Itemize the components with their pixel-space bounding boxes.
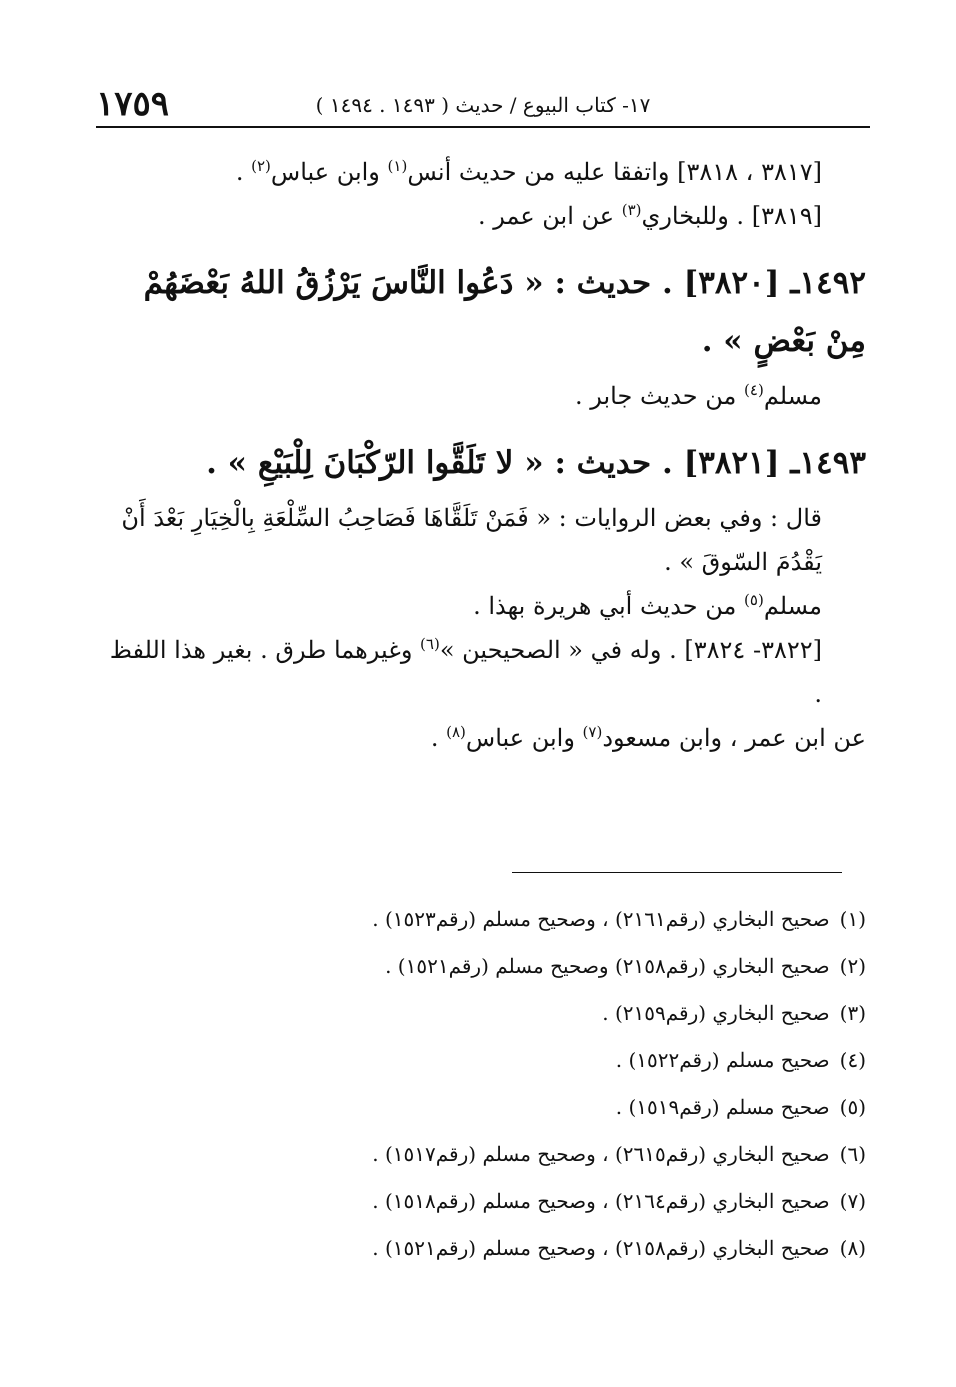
main-text: [96, 150, 866, 760]
footnote-divider: [512, 872, 842, 873]
footnote-ref-6[interactable]: (٦): [420, 635, 440, 653]
footnote-number: (٤): [839, 1048, 866, 1072]
footnote: [96, 1178, 866, 1225]
footnote-number: (٨): [839, 1236, 866, 1260]
footnote: [96, 896, 866, 943]
paragraph-riwayat: قال : وفي بعض الروايات : « فَمَنْ تَلَقَّاهَا فَصَاحِبُ السِّلْعَةِ بِالْخِيَارِ بَعْدَ أَنْ يَقْدُمَ السّوقَ » .: [121, 504, 822, 576]
footnote: [96, 1037, 866, 1084]
footnote: [96, 943, 866, 990]
footnote-ref-2[interactable]: (٢): [251, 157, 271, 175]
footnote: [96, 1225, 866, 1272]
footnote-number: (٥): [839, 1095, 866, 1119]
paragraph-muslim-abu-hurayra: مسلم$^{(٥)}$ من حديث أبي هريرة بهذا .: [473, 591, 822, 620]
footnote-text: صحيح البخاري (رقم٢١٥٩) .: [602, 1001, 830, 1025]
footnote-ref-3[interactable]: (٣): [621, 201, 642, 219]
hadith-heading-1493: ١٤٩٣ـ [٣٨٢١] . حديث : « لا تَلَقَّوا الرّكْبَانَ لِلْبَيْعِ » .: [206, 445, 866, 481]
paragraph-3819: [٣٨١٩] . وللبخاري$^{(٣)}$ عن ابن عمر .: [477, 201, 822, 230]
page-header: [96, 84, 870, 128]
paragraph-3822: [٣٨٢٢- ٣٨٢٤] . وله في « الصحيحين »$^{(٦)}$ وغيرهما طرق . بغير هذا اللفظ .: [109, 635, 822, 708]
paragraph-3817: [٣٨١٧ ، ٣٨١٨] واتفقا عليه من حديث أنس$^{(١)}$ وابن عباس$^{(٢)}$ .: [235, 157, 822, 186]
footnotes: [96, 896, 866, 1272]
page-number: ١٧٥٩: [96, 84, 170, 124]
footnote-number: (١): [839, 907, 866, 931]
footnote-text: صحيح البخاري (رقم٢١٥٨) وصحيح مسلم (رقم١٥٢١) .: [385, 954, 830, 978]
running-title: ١٧- كتاب البيوع / حديث ( ١٤٩٣ . ١٤٩٤ ): [315, 93, 651, 117]
header-divider: [96, 126, 870, 128]
footnote: [96, 990, 866, 1037]
footnote-ref-7[interactable]: (٧): [582, 723, 603, 741]
footnote-text: صحيح البخاري (رقم٢١٦٤) ، وصحيح مسلم (رقم١٥١٨) .: [372, 1189, 830, 1213]
footnote-text: صحيح البخاري (رقم٢١٥٨) ، وصحيح مسلم (رقم١٥٢١) .: [372, 1236, 830, 1260]
footnote-text: صحيح مسلم (رقم١٥١٩) .: [615, 1095, 830, 1119]
footnote-text: صحيح البخاري (رقم٢٦١٥) ، وصحيح مسلم (رقم١٥١٧) .: [372, 1142, 830, 1166]
footnote-ref-5[interactable]: (٥): [744, 591, 764, 609]
footnote-number: (٦): [839, 1142, 866, 1166]
footnote-number: (٧): [839, 1189, 866, 1213]
footnote: [96, 1084, 866, 1131]
hadith-heading-1492: ١٤٩٢ـ [٣٨٢٠] . حديث : « دَعُوا النَّاسَ يَرْزُقُ اللهُ بَعْضَهُمْ مِنْ بَعْضٍ » .: [143, 265, 866, 359]
footnote-number: (٢): [839, 954, 866, 978]
footnote: [96, 1131, 866, 1178]
paragraph-muslim-jabir: مسلم$^{(٤)}$ من حديث جابر .: [575, 381, 822, 410]
footnote-ref-1[interactable]: (١): [387, 157, 408, 175]
footnote-text: صحيح مسلم (رقم١٥٢٢) .: [615, 1048, 830, 1072]
footnote-number: (٣): [839, 1001, 866, 1025]
footnote-ref-8[interactable]: (٨): [446, 723, 466, 741]
footnote-ref-4[interactable]: (٤): [744, 381, 764, 399]
footnote-text: صحيح البخاري (رقم٢١٦١) ، وصحيح مسلم (رقم١٥٢٣) .: [372, 907, 830, 931]
paragraph-ibn-umar: عن ابن عمر ، وابن مسعود$^{(٧)}$ وابن عباس$^{(٨)}$ .: [430, 723, 866, 752]
